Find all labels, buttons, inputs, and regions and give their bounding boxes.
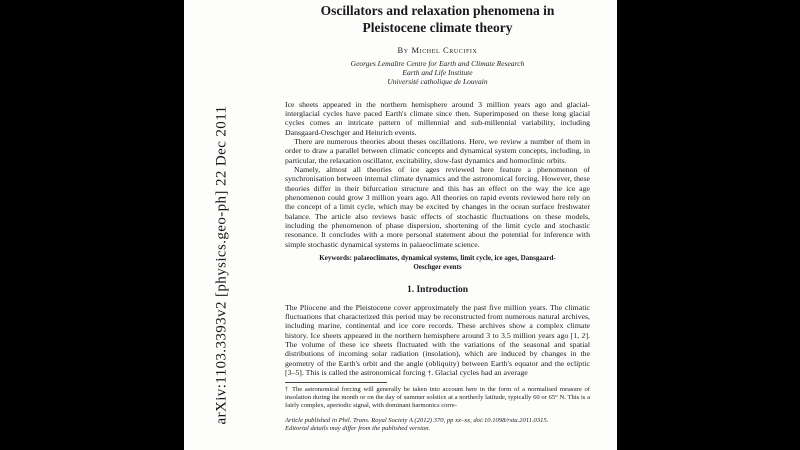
paper-title-line2: Pleistocene climate theory [362,20,513,35]
abstract-paragraph: Ice sheets appeared in the northern hemisphere around 3 million years ago and glacial-interglacial cycles have paced Earth's climate since then. Superimposed on these long glacial cycles comes an intricate pattern of millennial and sub-millennial variability, including Dansgaard-Oeschger and Heinrich events. [285,99,590,137]
arxiv-watermark: arXiv:1103.3393v2 [physics.geo-ph] 22 Dec 2011 [213,105,230,425]
paper-title [285,2,590,36]
abstract-block [285,100,590,250]
footnote-text: † The astronomical forcing will generally be taken into account here in the form of a normalised measure of insolation during the month or on the day of summer solstice at a northerly latitude, typically 60 or 65° N. This is a fairly complex, aperiodic signal, with dominant harmonics corre- [285,386,590,409]
journal-footer-line2: Editorial details may differ from the published version. [285,424,431,432]
paper-title-line1: Oscillators and relaxation phenomena in [320,3,555,18]
paper-page [184,0,617,450]
affiliation-block [285,59,590,87]
section-heading-introduction: 1. Introduction [406,284,469,295]
keywords-block: Keywords: palaeoclimates, dynamical systems, limit cycle, ice ages, Dansgaard-Oeschger events [319,254,556,271]
introduction-paragraph: The Pliocene and the Pleistocene cover approximately the past five million years. The climatic fluctuations that characterized this period may be reconstructed from numerous natural archives, including marine, continental and ice core records. These archives show a complex climate history. Ice sheets appeared in the northern hemisphere around 3 to 3.5 million years ago [1, 2]. The volume of these ice sheets fluctuated with the variations of the seasonal and spatial distributions of incoming solar radiation (insolation), which are induced by changes in the geometry of the Earth's orbit and the angle (obliquity) between Earth's equator and the ecliptic [3–5]. This is called the astronomical forcing †. Glacial cycles had an average [285,302,590,378]
author-byline: By Michel Crucifix [397,45,478,55]
journal-footer-line1: Article published in Phil. Trans. Royal Society A (2012) 370, pp xx–xx, doi:10.1098/rsta.2011.0315. [285,416,549,424]
affiliation-line: Earth and Life Institute [402,68,473,78]
affiliation-line: Université catholique de Louvain [387,77,488,87]
abstract-paragraph: Namely, almost all theories of ice ages reviewed here feature a phenomenon of synchronisation between internal climate dynamics and the astronomical forcing. However, these theories differ in their bifurcation structure and this has an effect on the way the ice age phenomenon could grow 3 million years ago. All theories on rapid events reviewed here rely on the concept of a limit cycle, which may be excited by changes in the ocean surface freshwater balance. The article also reviews basic effects of stochastic fluctuations on these models, including the phenomenon of phase dispersion, shortening of the limit cycle and stochastic resonance. It concludes with a more personal statement about the potential for inference with simple stochastic dynamical systems in palaeoclimate science. [285,165,590,249]
page-content [285,2,590,433]
abstract-paragraph: There are numerous theories about theses oscillations. Here, we review a number of them in order to draw a parallel between climatic concepts and dynamical system concepts, including, in particular, the relaxation oscillator, excitability, slow-fast dynamics and homoclinic orbits. [285,136,590,165]
affiliation-line: Georges Lemaître Centre for Earth and Climate Research [350,59,525,68]
footnote-rule [285,382,387,383]
journal-footer [285,417,590,433]
